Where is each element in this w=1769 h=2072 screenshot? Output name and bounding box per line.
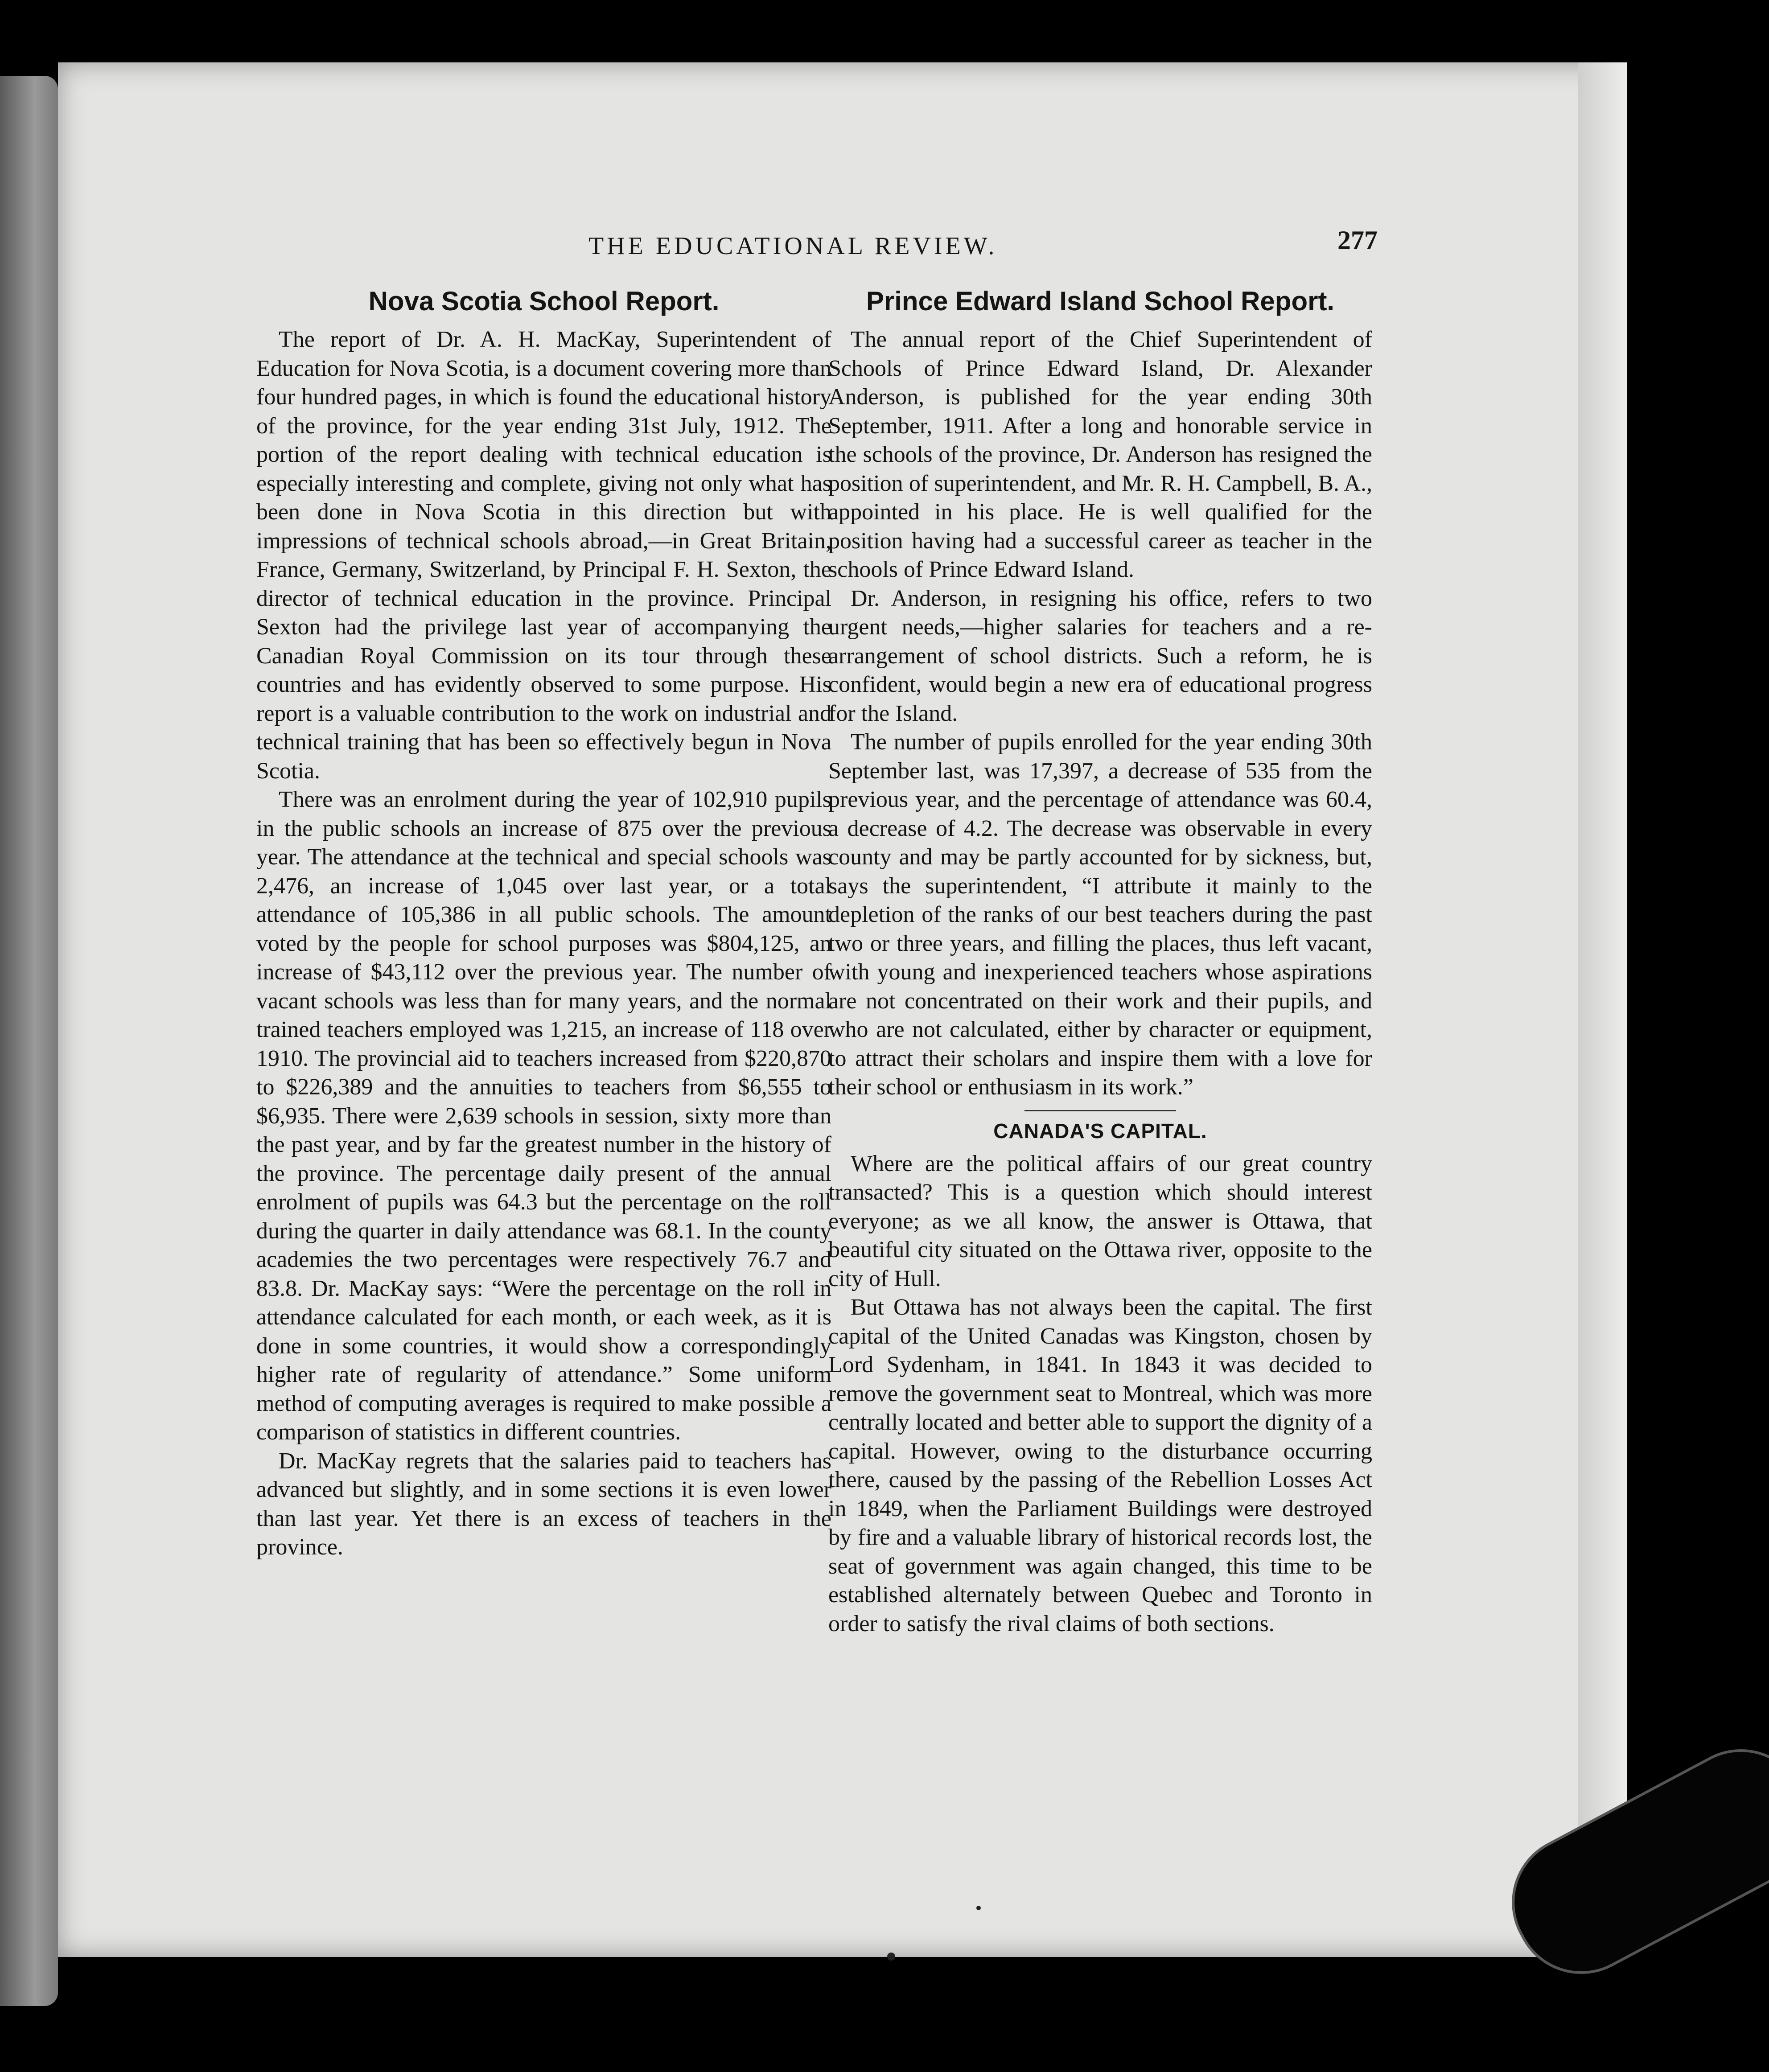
- running-header: THE EDUCATIONAL REVIEW.: [588, 232, 998, 260]
- paragraph: The report of Dr. A. H. MacKay, Superintendent of Education for Nova Scotia, is a document covering more than four hundred pages, in which is found the educational history of the province, for the year ending 31st July, 1912. The portion of the report dealing with technical education is especially interesting and complete, giving not only what has been done in Nova Scotia in this direction but with impressions of technical schools abroad,—in Great Britain, France, Germany, Switzerland, by Principal F. H. Sexton, the director of technical education in the province. Principal Sexton had the privilege last year of accompanying the Canadian Royal Commission on its tour through these countries and has evidently observed to some purpose. His report is a valuable contribution to the work on industrial and technical training that has been so effectively begun in Nova Scotia.: [256, 327, 831, 784]
- paragraph: There was an enrolment during the year of 102,910 pupils in the public schools an increase of 875 over the previous year. The attendance at the technical and special schools was 2,476, an increase of 1,045 over last year, or a total attendance of 105,386 in all public schools. The amount voted by the people for school purposes was $804,125, an increase of $43,112 over the previous year. The number of vacant schools was less than for many years, and the normal trained teachers employed was 1,215, an increase of 118 over 1910. The provincial aid to teachers increased from $220,870 to $226,389 and the annuities to teachers from $6,555 to $6,935. There were 2,639 schools in session, sixty more than the past year, and by far the greatest number in the history of the province. The percentage daily present of the annual enrolment of pupils was 64.3 but the percentage on the roll during the quarter in daily attendance was 68.1. In the county academies the two percentages were respectively 76.7 and 83.8. Dr. MacKay says: “Were the percentage on the roll in attendance calculated for each month, or each week, as it is done in some countries, it would show a correspondingly higher rate of regularity of attendance.” Some uniform method of computing averages is required to make possible a comparison of statistics in different countries.: [256, 787, 831, 1445]
- paragraph: Where are the political affairs of our great country transacted? This is a question which should interest everyone; as we all know, the answer is Ottawa, that beautiful city situated on the Ottawa river, opposite to the city of Hull.: [828, 1151, 1372, 1291]
- article-heading-pei: Prince Edward Island School Report.: [866, 286, 1335, 316]
- article-heading-canadas-capital: CANADA'S CAPITAL.: [993, 1119, 1207, 1143]
- paragraph: Dr. Anderson, in resigning his office, refers to two urgent needs,—higher salaries for teachers and a re-arrangement of school districts. Such a reform, he is confident, would begin a new era of educational progress for the Island.: [828, 585, 1372, 726]
- left-page-edge: [0, 76, 58, 2006]
- section-divider: [1024, 1110, 1176, 1111]
- right-column: [828, 285, 1372, 1638]
- speck: [887, 1953, 895, 1961]
- paragraph: But Ottawa has not always been the capital. The first capital of the United Canadas was Kingston, chosen by Lord Sydenham, in 1841. In 1843 it was decided to remove the government seat to Montreal, which was more centrally located and better able to support the dignity of a capital. However, owing to the disturbance occurring there, caused by the passing of the Rebellion Losses Act in 1849, when the Parliament Buildings were destroyed by fire and a valuable library of historical records lost, the seat of government was again changed, this time to be established alternately between Quebec and Toronto in order to satisfy the rival claims of both sections.: [828, 1295, 1372, 1636]
- page-number: 277: [1337, 226, 1378, 255]
- paragraph: Dr. MacKay regrets that the salaries paid to teachers has advanced but slightly, and in some sections it is even lower than last year. Yet there is an excess of teachers in the province.: [256, 1448, 831, 1560]
- paragraph: The annual report of the Chief Superintendent of Schools of Prince Edward Island, Dr. Alexander Anderson, is published for the year ending 30th September, 1911. After a long and honorable service in the schools of the province, Dr. Anderson has resigned the position of superintendent, and Mr. R. H. Campbell, B. A., appointed in his place. He is well qualified for the position having had a successful career as teacher in the schools of Prince Edward Island.: [828, 327, 1372, 582]
- page-right-edge: [1578, 62, 1627, 1957]
- paragraph: The number of pupils enrolled for the year ending 30th September last, was 17,397, a decrease of 535 from the previous year, and the percentage of attendance was 60.4, a decrease of 4.2. The decrease was observable in every county and may be partly accounted for by sickness, but, says the superintendent, “I attribute it mainly to the depletion of the ranks of our best teachers during the past two or three years, and filling the places, thus left vacant, with young and inexperienced teachers whose aspirations are not concentrated on their work and their pupils, and who are not calculated, either by character or equipment, to attract their scholars and inspire them with a love for their school or enthusiasm in its work.”: [828, 729, 1372, 1100]
- left-column: [256, 285, 831, 1562]
- article-heading-nova-scotia: Nova Scotia School Report.: [368, 286, 720, 316]
- speck: [976, 1906, 981, 1910]
